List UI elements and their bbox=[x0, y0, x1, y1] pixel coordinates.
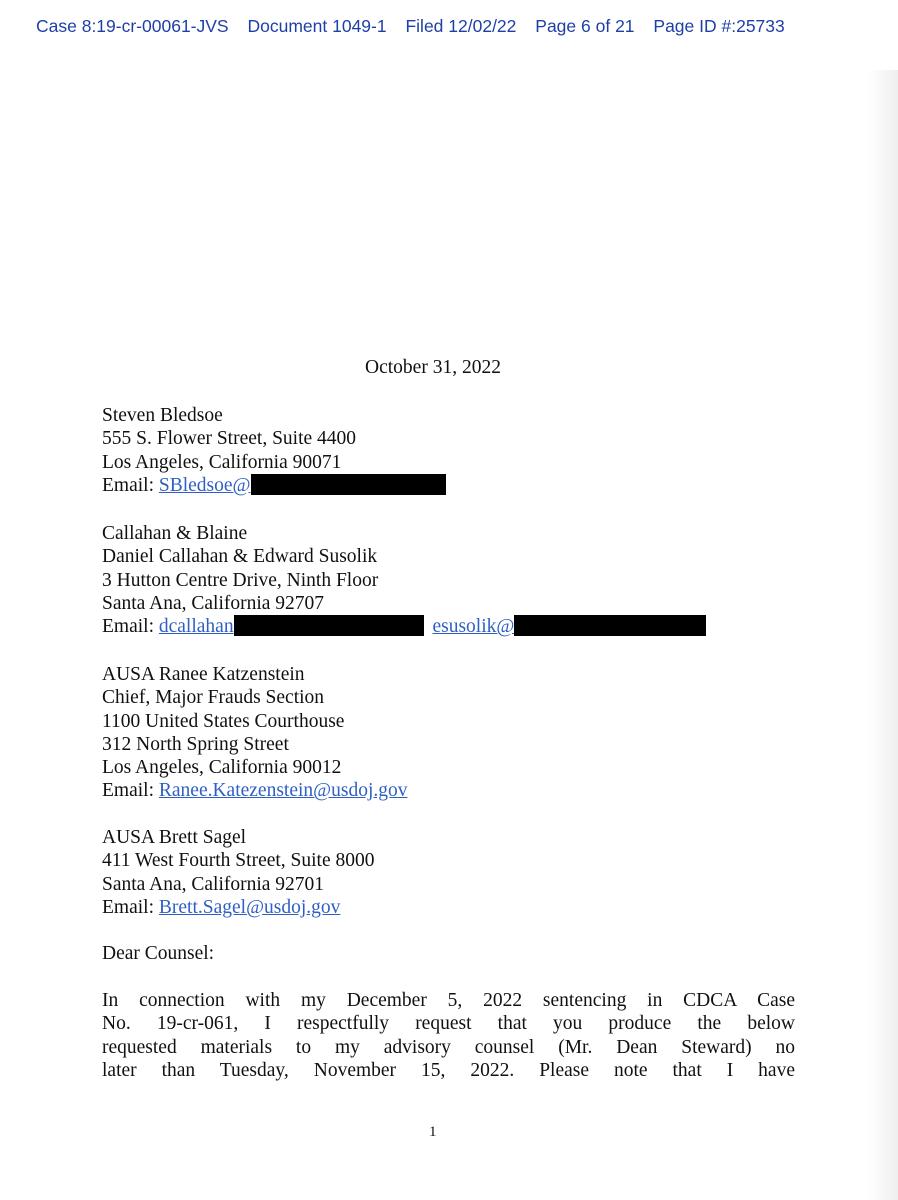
recipient-email-line bbox=[102, 896, 375, 919]
body-line: requested materials to my advisory counsel (Mr. Dean Steward) no bbox=[102, 1036, 795, 1058]
recipient-bledsoe bbox=[102, 404, 446, 497]
recipient-sagel bbox=[102, 826, 375, 919]
page-number: 1 bbox=[429, 1124, 437, 1140]
email-label: Email: bbox=[102, 896, 154, 918]
body-paragraph bbox=[102, 989, 795, 1082]
recipient-email-line bbox=[102, 474, 446, 497]
page-edge-shadow bbox=[868, 70, 898, 1200]
recipient-street: 312 North Spring Street bbox=[102, 733, 289, 755]
recipient-city: Santa Ana, California 92707 bbox=[102, 592, 325, 614]
filing-header bbox=[36, 16, 878, 37]
recipient-name: AUSA Ranee Katzenstein bbox=[102, 664, 305, 685]
recipient-city: Los Angeles, California 90012 bbox=[102, 757, 342, 779]
letter-date: October 31, 2022 bbox=[365, 357, 501, 378]
body-line: No. 19-cr-061, I respectfully request that you produce the below bbox=[102, 1013, 795, 1035]
recipient-address: 555 S. Flower Street, Suite 4400 bbox=[102, 428, 357, 450]
recipient-address: 1100 United States Courthouse bbox=[102, 710, 345, 732]
document-number: Document 1049-1 bbox=[247, 16, 387, 36]
email-label: Email: bbox=[102, 474, 154, 496]
email-link[interactable]: Ranee.Katezenstein@usdoj.gov bbox=[158, 780, 408, 802]
email-link[interactable]: SBledsoe@ bbox=[158, 474, 251, 496]
email-link[interactable]: dcallahan bbox=[158, 616, 234, 638]
recipient-email-line bbox=[102, 779, 408, 802]
redaction-bar bbox=[514, 615, 706, 636]
redaction-bar bbox=[234, 615, 424, 636]
email-link[interactable]: esusolik@ bbox=[432, 616, 515, 638]
recipient-name: Steven Bledsoe bbox=[102, 405, 223, 426]
recipient-katzenstein bbox=[102, 663, 408, 803]
email-label: Email: bbox=[102, 616, 154, 638]
recipient-callahan-blaine bbox=[102, 522, 706, 638]
recipient-city: Santa Ana, California 92701 bbox=[102, 873, 325, 895]
redaction-bar bbox=[251, 474, 446, 495]
filed-date: Filed 12/02/22 bbox=[405, 16, 517, 36]
body-line: In connection with my December 5, 2022 sentencing in CDCA Case bbox=[102, 990, 795, 1011]
page-id: Page ID #:25733 bbox=[653, 16, 785, 36]
recipient-city: Los Angeles, California 90071 bbox=[102, 451, 342, 473]
salutation: Dear Counsel: bbox=[102, 943, 215, 964]
recipient-name: AUSA Brett Sagel bbox=[102, 827, 247, 848]
recipient-title: Chief, Major Frauds Section bbox=[102, 687, 325, 709]
email-label: Email: bbox=[102, 780, 154, 802]
email-link[interactable]: Brett.Sagel@usdoj.gov bbox=[158, 896, 341, 918]
recipient-address: 411 West Fourth Street, Suite 8000 bbox=[102, 850, 375, 872]
recipient-address: 3 Hutton Centre Drive, Ninth Floor bbox=[102, 569, 379, 591]
case-number: Case 8:19-cr-00061-JVS bbox=[36, 16, 229, 36]
recipient-name: Daniel Callahan & Edward Susolik bbox=[102, 546, 378, 568]
page-count: Page 6 of 21 bbox=[535, 16, 635, 36]
recipient-firm: Callahan & Blaine bbox=[102, 523, 248, 544]
recipient-email-line bbox=[102, 615, 706, 638]
body-line: later than Tuesday, November 15, 2022. Please note that I have bbox=[102, 1059, 795, 1081]
